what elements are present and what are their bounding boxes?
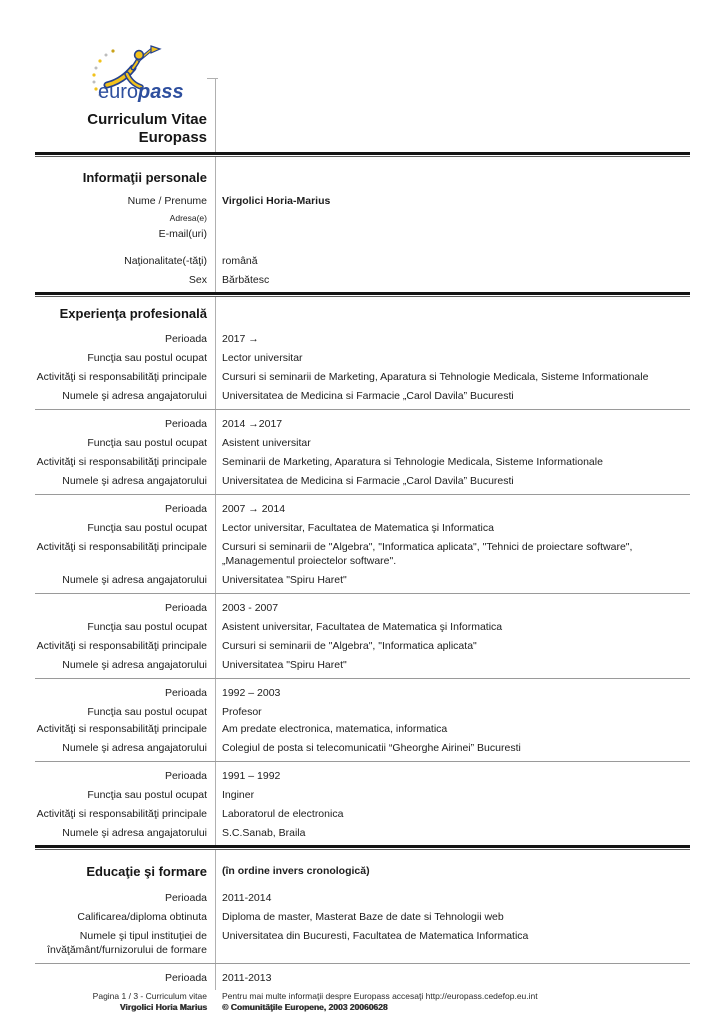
field-value: Virgolici Horia-Marius — [222, 195, 331, 207]
field-value: Laboratorul de electronica — [222, 808, 344, 820]
field-label: Perioada — [164, 770, 207, 782]
field-label: Perioada — [164, 892, 207, 904]
field-value: Colegiul de posta si telecomunicatii “Gheorghe Airinei” Bucuresti — [222, 742, 521, 754]
field-value: 2003 - 2007 — [222, 602, 279, 614]
experience-block — [35, 332, 690, 403]
field-value: Cursuri si seminarii de "Algebra", "Informatica aplicata" — [222, 640, 477, 652]
field-row-activities — [35, 722, 690, 736]
field-value: Universitatea din Bucuresti, Facultatea de Matematica Informatica — [222, 930, 529, 942]
field-value: Cursuri si seminarii de "Algebra", "Informatica aplicata", "Tehnici de proiectare software", „Managementul proiectelor software". — [222, 541, 633, 567]
europass-logo-graphic — [83, 44, 195, 104]
field-value: 2007 → 2014 — [222, 503, 286, 515]
field-label: Funcţia sau postul ocupat — [87, 437, 207, 449]
column-divider-tick — [207, 78, 218, 79]
page-title — [35, 111, 207, 147]
education-section-header — [35, 864, 690, 880]
field-row-period — [35, 971, 690, 985]
field-label: Sex — [188, 274, 207, 286]
field-label: Perioada — [164, 503, 207, 515]
footer-copyright: © Comunităţile Europene, 2003 20060628 — [222, 1002, 388, 1012]
field-row-employer — [35, 826, 690, 840]
field-value: Asistent universitar — [222, 437, 311, 449]
field-label: Numele şi adresa angajatorului — [62, 475, 207, 487]
field-value — [215, 213, 690, 224]
field-row-position — [35, 351, 690, 365]
field-label: Activităţi si responsabilităţi principale — [36, 808, 207, 820]
field-value: Lector universitar, Facultatea de Matematica şi Informatica — [222, 522, 494, 534]
field-label: Numele şi tipul instituţiei de învăţământ/furnizorului de formare — [47, 930, 207, 956]
field-value — [215, 227, 690, 241]
field-row-activities — [35, 540, 690, 568]
experience-block — [35, 502, 690, 587]
field-row-employer — [35, 658, 690, 672]
field-label: Funcţia sau postul ocupat — [87, 621, 207, 633]
field-value: Cursuri si seminarii de Marketing, Aparatura si Tehnologie Medicala, Sisteme Informationale — [222, 371, 649, 383]
field-label: Activităţi si responsabilităţi principale — [36, 723, 207, 735]
block-divider — [35, 761, 690, 762]
field-row-employer — [35, 389, 690, 403]
field-row-employer — [35, 741, 690, 755]
education-block — [35, 971, 690, 985]
field-label: Perioada — [164, 602, 207, 614]
block-divider — [35, 494, 690, 495]
europass-wordmark-euro: euro — [98, 81, 139, 103]
field-value: Universitatea "Spiru Haret" — [222, 659, 347, 671]
education-order-note: (în ordine invers cronologică) — [222, 865, 370, 877]
field-value: S.C.Sanab, Braila — [222, 827, 306, 839]
experience-section-header — [35, 306, 690, 322]
page-title-line2: Europass — [138, 129, 207, 146]
personal-info-section-header — [35, 170, 690, 186]
education-block — [35, 891, 690, 957]
field-row-name — [35, 194, 690, 208]
field-label: Funcţia sau postul ocupat — [87, 352, 207, 364]
field-row-sex — [35, 273, 690, 287]
section-divider-bar — [35, 292, 690, 297]
field-value: română — [222, 255, 258, 267]
block-divider — [35, 593, 690, 594]
field-row-position — [35, 620, 690, 634]
experience-block — [35, 417, 690, 488]
field-label: Numele şi adresa angajatorului — [62, 827, 207, 839]
field-label: Adresa(e) — [169, 213, 207, 223]
field-row-activities — [35, 455, 690, 469]
field-label: Perioada — [164, 972, 207, 984]
field-row-position — [35, 705, 690, 719]
section-divider-bar — [35, 845, 690, 850]
field-value: Profesor — [222, 706, 262, 718]
field-label: Funcţia sau postul ocupat — [87, 522, 207, 534]
field-row-period — [35, 417, 690, 431]
field-row-nationality — [35, 254, 690, 268]
field-value: Universitatea "Spiru Haret" — [222, 574, 347, 586]
field-row-period — [35, 502, 690, 516]
field-value: Inginer — [222, 789, 255, 801]
field-row-period — [35, 332, 690, 346]
field-value: 2017 → — [222, 333, 259, 345]
field-row-employer — [35, 573, 690, 587]
field-value: Asistent universitar, Facultatea de Matematica şi Informatica — [222, 621, 503, 633]
field-label: Perioada — [164, 333, 207, 345]
field-label: Numele şi adresa angajatorului — [62, 390, 207, 402]
experience-block — [35, 601, 690, 672]
section-divider-bar — [35, 152, 690, 157]
field-row-qualification — [35, 910, 690, 924]
field-row-period — [35, 686, 690, 700]
block-divider — [35, 678, 690, 679]
field-row-period — [35, 769, 690, 783]
page-title-line1: Curriculum Vitae — [87, 111, 207, 128]
field-label: Activităţi si responsabilităţi principale — [36, 541, 207, 553]
field-row-period — [35, 891, 690, 905]
footer-note — [215, 991, 690, 1013]
field-label: Calificarea/diploma obtinuta — [77, 911, 207, 923]
section-title: Experienţa profesională — [59, 306, 207, 321]
footer-author-name: Virgolici Horia Marius — [119, 1002, 207, 1012]
field-row-email — [35, 227, 690, 241]
footer-europass-url-text: Pentru mai multe informaţii despre Europass accesaţi http://europass.cedefop.eu.int — [222, 991, 538, 1001]
field-label: Activităţi si responsabilităţi principale — [36, 456, 207, 468]
field-value: Lector universitar — [222, 352, 303, 364]
footer-page-number: Pagina 1 / 3 - Curriculum vitae — [92, 991, 207, 1001]
europass-wordmark-pass: pass — [138, 81, 184, 103]
field-row-institution — [35, 929, 690, 957]
field-row-position — [35, 436, 690, 450]
field-value: Universitatea de Medicina si Farmacie „Carol Davila” Bucuresti — [222, 475, 514, 487]
field-value: 1991 – 1992 — [222, 770, 281, 782]
field-value: Am predate electronica, matematica, informatica — [222, 723, 448, 735]
field-row-activities — [35, 639, 690, 653]
field-label: Numele şi adresa angajatorului — [62, 742, 207, 754]
field-label: Perioada — [164, 687, 207, 699]
field-value: 2014 →2017 — [222, 418, 283, 430]
field-label: Funcţia sau postul ocupat — [87, 706, 207, 718]
field-label: Funcţia sau postul ocupat — [87, 789, 207, 801]
field-row-activities — [35, 807, 690, 821]
page-footer — [35, 991, 690, 1013]
field-label: Naţionalitate(-tăţi) — [124, 255, 207, 267]
field-row-employer — [35, 474, 690, 488]
field-value: Universitatea de Medicina si Farmacie „Carol Davila” Bucuresti — [222, 390, 514, 402]
block-divider — [35, 963, 690, 964]
field-row-position — [35, 521, 690, 535]
europass-logo — [83, 44, 195, 104]
field-label: Numele şi adresa angajatorului — [62, 574, 207, 586]
field-row-address — [35, 213, 690, 224]
field-label: Numele şi adresa angajatorului — [62, 659, 207, 671]
column-divider-line — [215, 78, 216, 990]
experience-block — [35, 686, 690, 755]
block-divider — [35, 409, 690, 410]
footer-page-info — [35, 991, 215, 1013]
field-label: E-mail(uri) — [158, 228, 207, 240]
field-value: 2011-2013 — [222, 972, 272, 984]
field-value: 2011-2014 — [222, 892, 272, 904]
field-row-position — [35, 788, 690, 802]
section-title: Educaţie şi formare — [86, 864, 207, 879]
field-row-period — [35, 601, 690, 615]
field-value: Seminarii de Marketing, Aparatura si Tehnologie Medicala, Sisteme Informationale — [222, 456, 603, 468]
section-title: Informaţii personale — [82, 170, 207, 185]
field-value: Diploma de master, Masterat Baze de date si Tehnologii web — [222, 911, 504, 923]
field-value: 1992 – 2003 — [222, 687, 281, 699]
field-label: Activităţi si responsabilităţi principale — [36, 371, 207, 383]
experience-block — [35, 769, 690, 840]
field-label: Nume / Prenume — [127, 195, 207, 207]
field-label: Perioada — [164, 418, 207, 430]
field-label: Activităţi si responsabilităţi principale — [36, 640, 207, 652]
field-value: Bărbătesc — [222, 274, 270, 286]
field-row-activities — [35, 370, 690, 384]
